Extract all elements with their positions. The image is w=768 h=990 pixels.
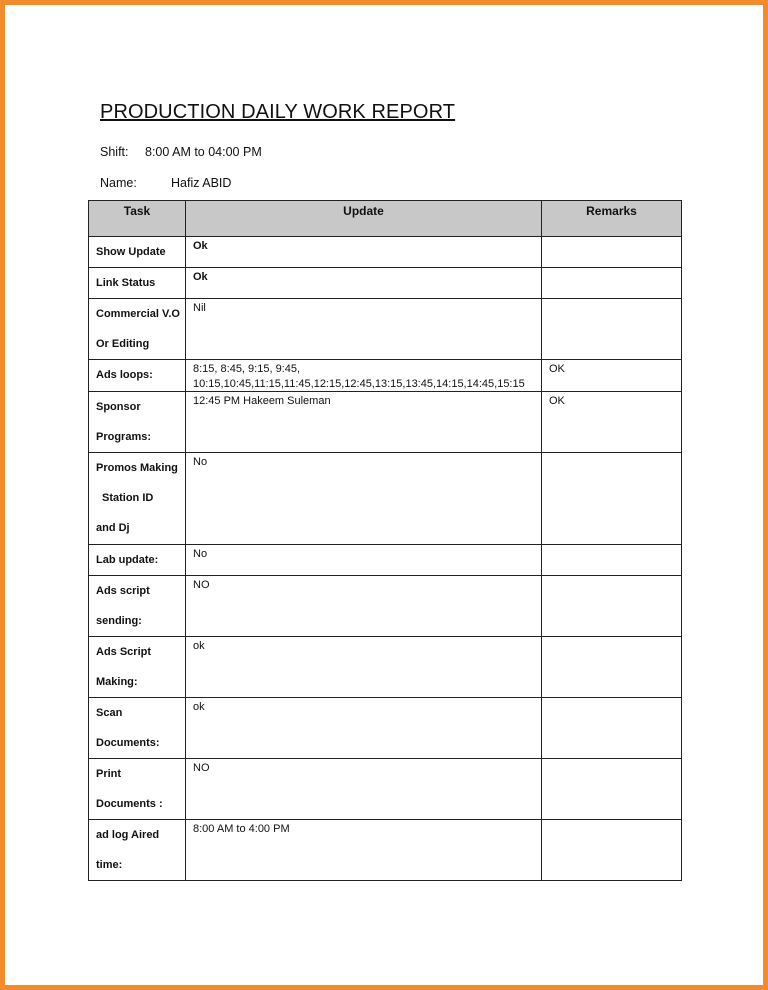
task-text: Documents :: [96, 798, 163, 810]
update-text: ok: [193, 701, 205, 713]
update-cell: [186, 820, 542, 881]
header-task: Task: [89, 201, 186, 237]
update-cell: [186, 637, 542, 698]
remarks-text: [549, 546, 674, 547]
task-text: and Dj: [96, 522, 130, 534]
task-text: Print: [96, 768, 122, 780]
task-text: time:: [96, 859, 123, 871]
header-remarks: Remarks: [542, 201, 682, 237]
remarks-cell: [542, 576, 682, 637]
remarks-text: [549, 238, 674, 239]
remarks-text: OK: [549, 395, 565, 407]
task-text: Scan: [96, 707, 123, 719]
task-text: Or Editing: [96, 338, 150, 350]
update-cell: [186, 545, 542, 576]
task-text: Show Update: [96, 246, 166, 258]
report-title: PRODUCTION DAILY WORK REPORT: [100, 101, 456, 123]
task-cell: [89, 576, 186, 637]
work-report-table: [88, 200, 682, 881]
table-row: [89, 545, 682, 576]
task-cell: [89, 820, 186, 881]
update-text: 10:15,10:45,11:15,11:45,12:15,12:45,13:15,13:45,14:15,14:45,15:15: [193, 378, 525, 390]
update-text: 8:00 AM to 4:00 PM: [193, 823, 290, 835]
table-row: [89, 698, 682, 759]
remarks-text: [549, 699, 674, 700]
task-text: Programs:: [96, 431, 152, 443]
task-cell: [89, 268, 186, 299]
update-cell: [186, 299, 542, 360]
remarks-text: [549, 454, 674, 455]
remarks-cell: [542, 392, 682, 453]
task-text: Commercial V.O: [96, 308, 180, 320]
shift-label: Shift:: [100, 145, 129, 159]
remarks-text: [549, 760, 674, 761]
remarks-cell: [542, 299, 682, 360]
table-row: [89, 237, 682, 268]
table-row: [89, 299, 682, 360]
remarks-cell: [542, 759, 682, 820]
table-row: [89, 268, 682, 299]
task-cell: [89, 698, 186, 759]
name-label: Name:: [100, 176, 137, 190]
remarks-cell: [542, 453, 682, 545]
update-text: NO: [193, 579, 210, 591]
task-cell: [89, 453, 186, 545]
task-text: Station ID: [102, 492, 154, 504]
task-text: sending:: [96, 615, 142, 627]
update-text: Ok: [193, 240, 208, 252]
name-value: Hafiz ABID: [171, 176, 232, 190]
remarks-cell: [542, 268, 682, 299]
task-text: Promos Making: [96, 462, 178, 474]
task-cell: [89, 392, 186, 453]
update-cell: [186, 392, 542, 453]
task-text: Ads Script: [96, 646, 152, 658]
update-text: 12:45 PM Hakeem Suleman: [193, 395, 331, 407]
update-cell: [186, 268, 542, 299]
update-cell: [186, 237, 542, 268]
task-text: Making:: [96, 676, 138, 688]
remarks-cell: [542, 237, 682, 268]
update-text: Ok: [193, 271, 208, 283]
update-cell: [186, 360, 542, 392]
task-cell: [89, 360, 186, 392]
task-text: Sponsor: [96, 401, 141, 413]
remarks-cell: [542, 637, 682, 698]
task-text: Ads loops:: [96, 369, 153, 381]
table-row: [89, 576, 682, 637]
table-row: [89, 759, 682, 820]
remarks-text: [549, 821, 674, 822]
task-cell: [89, 637, 186, 698]
table-header-row: [89, 201, 682, 237]
remarks-text: [549, 577, 674, 578]
table-row: [89, 637, 682, 698]
remarks-text: [549, 638, 674, 639]
remarks-text: [549, 300, 674, 301]
task-cell: [89, 545, 186, 576]
update-text: Nil: [193, 302, 206, 314]
update-text: ok: [193, 640, 205, 652]
update-cell: [186, 576, 542, 637]
task-cell: [89, 759, 186, 820]
update-text: 8:15, 8:45, 9:15, 9:45,: [193, 363, 301, 375]
table-row: [89, 392, 682, 453]
remarks-text: [549, 269, 674, 270]
task-text: ad log Aired: [96, 829, 160, 841]
update-cell: [186, 698, 542, 759]
update-text: No: [193, 456, 208, 468]
remarks-cell: [542, 698, 682, 759]
update-cell: [186, 453, 542, 545]
task-text: Ads script: [96, 585, 150, 597]
shift-value: 8:00 AM to 04:00 PM: [145, 145, 262, 159]
update-text: No: [193, 548, 208, 560]
task-text: Lab update:: [96, 554, 159, 566]
remarks-cell: [542, 820, 682, 881]
task-cell: [89, 237, 186, 268]
task-cell: [89, 299, 186, 360]
remarks-cell: [542, 360, 682, 392]
remarks-text: OK: [549, 363, 565, 375]
table-row: [89, 453, 682, 545]
table-row: [89, 820, 682, 881]
table-body: [89, 237, 682, 881]
task-text: Documents:: [96, 737, 160, 749]
table-row: [89, 360, 682, 392]
remarks-cell: [542, 545, 682, 576]
update-cell: [186, 759, 542, 820]
task-text: Link Status: [96, 277, 156, 289]
update-text: NO: [193, 762, 210, 774]
header-update: Update: [186, 201, 542, 237]
